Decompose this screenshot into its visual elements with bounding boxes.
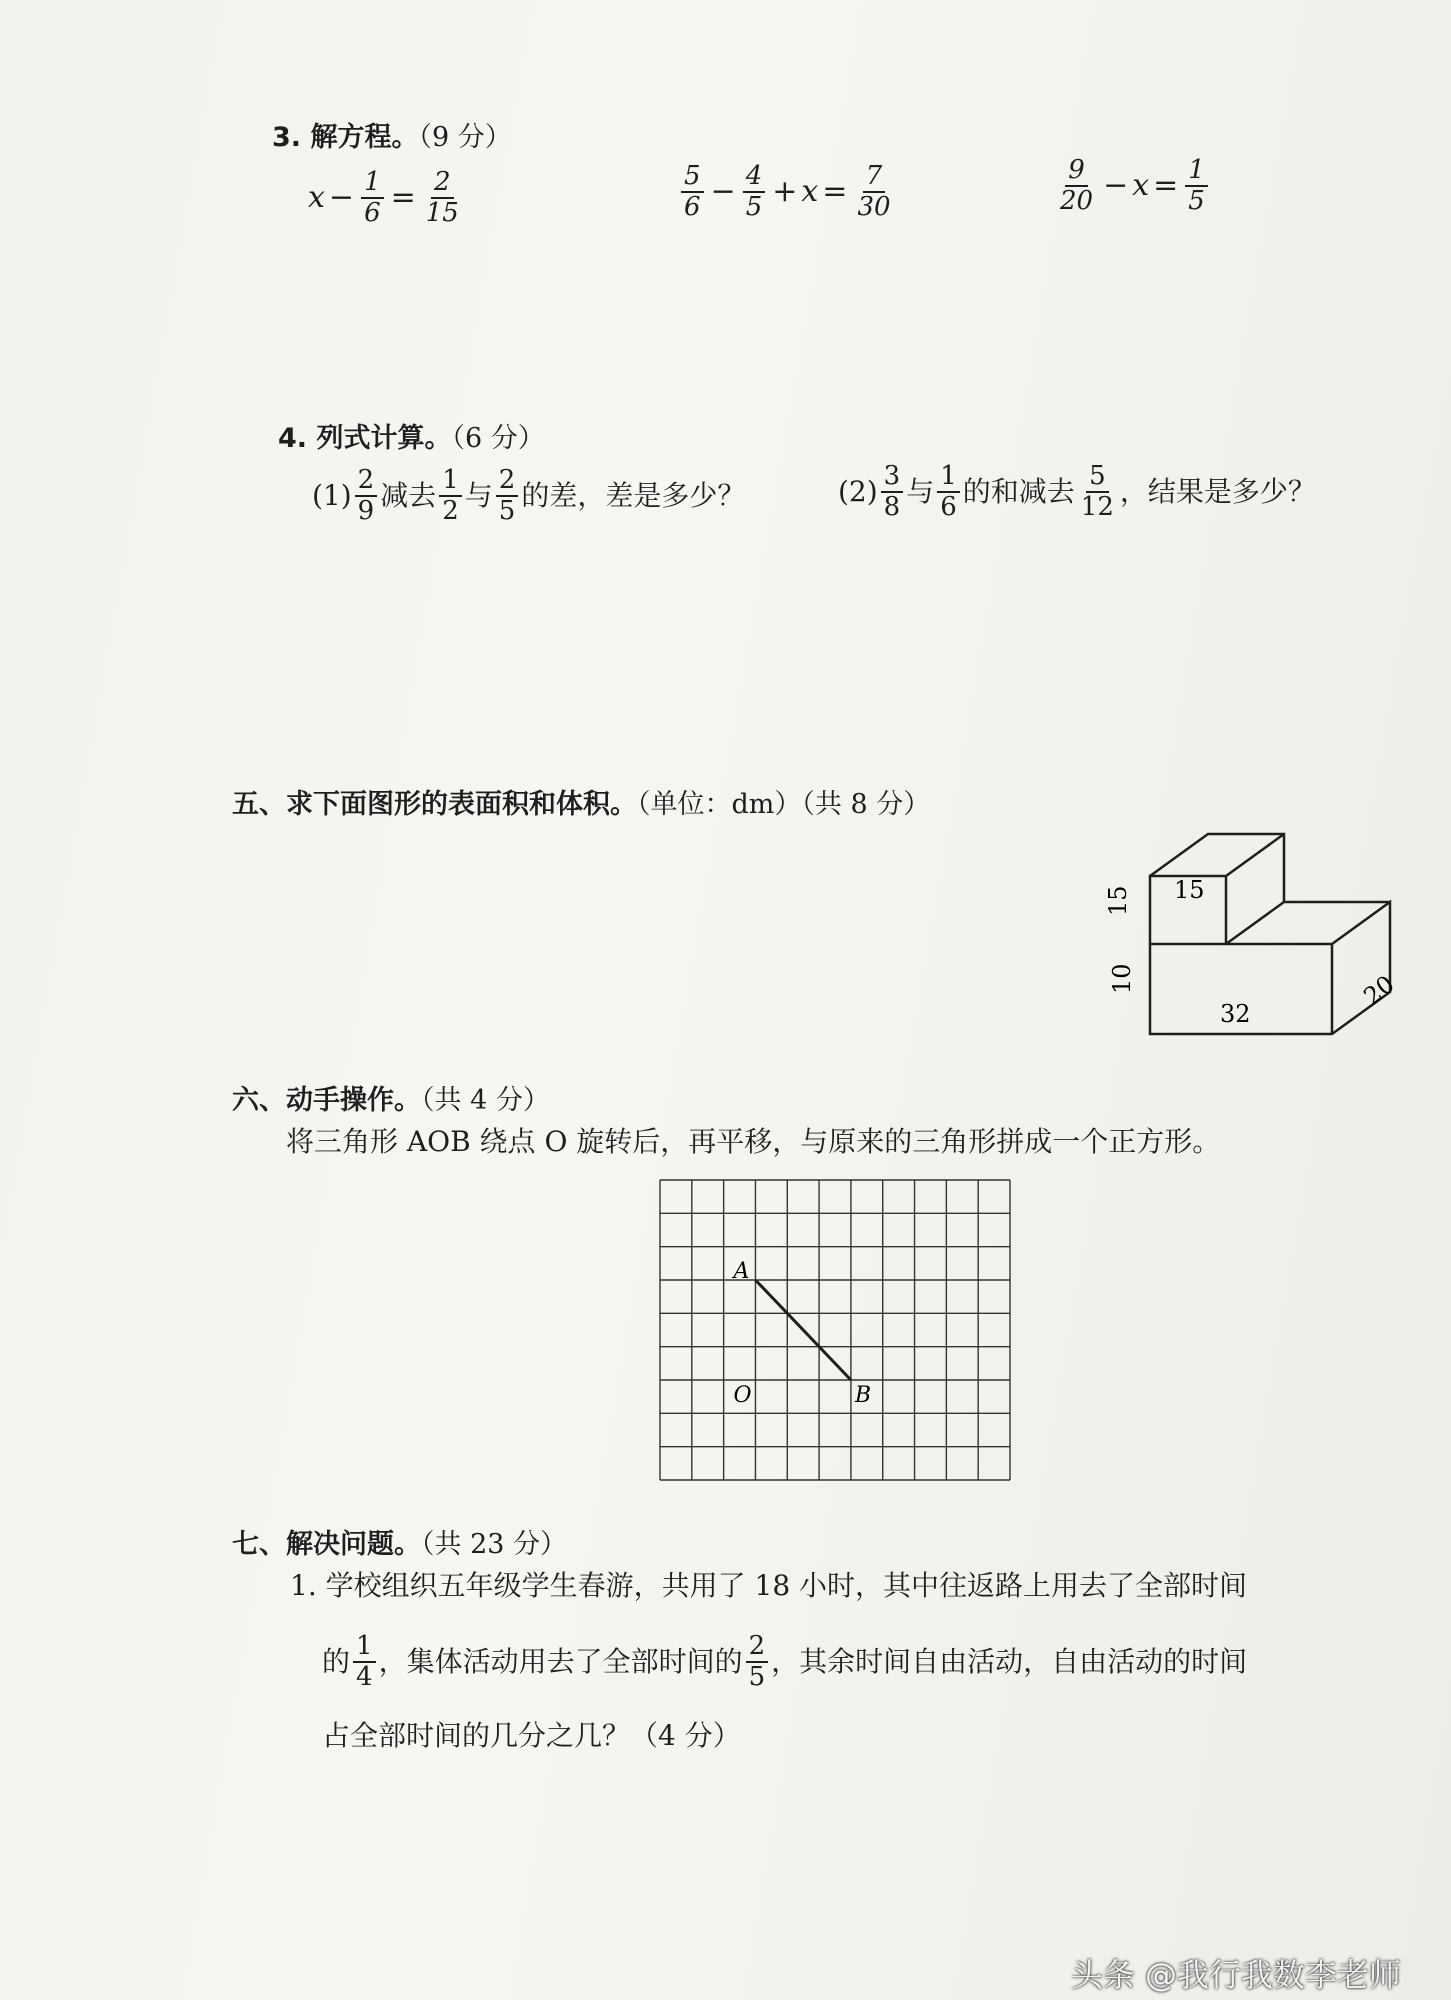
label-a: A: [733, 1259, 750, 1284]
segment-ab: [755, 1280, 850, 1380]
q3-heading: 3. 解方程。（9 分）: [272, 122, 512, 153]
label-o: O: [733, 1383, 752, 1408]
equation-2: $\frac{5}{6}$ − $\frac{4}{5}$ + x = $\frac{7}{30}$: [678, 162, 897, 221]
q4-part-1: (1) $\frac{2}{9}$ 减去 $\frac{1}{2}$ 与 $\frac{2}{5}$ 的差，差是多少？: [312, 465, 746, 526]
dim-depth: 20: [1358, 969, 1400, 1011]
label-b: B: [854, 1383, 872, 1408]
s7-q1-line2: 的 $\frac{1}{4}$ ，集体活动用去了全部时间的 $\frac{2}{5}$ ，其余时间自由活动，自由活动的时间: [322, 1631, 1248, 1692]
watermark: 头条 @我行我数李老师: [1070, 1956, 1401, 1994]
dim-top-width: 15: [1174, 876, 1205, 904]
stepped-solid-figure: [1100, 820, 1420, 1040]
s5-heading: 五、求下面图形的表面积和体积。（单位：dm）（共 8 分）: [232, 789, 931, 820]
grid-figure: [658, 1178, 1030, 1482]
s6-instruction: 将三角形 AOB 绕点 O 旋转后，再平移，与原来的三角形拼成一个正方形。: [286, 1125, 1221, 1158]
equation-1: x − $\frac{1}{6}$ = $\frac{2}{15}$: [308, 167, 459, 228]
dim-length: 32: [1220, 1000, 1251, 1028]
dim-bottom-height: 10: [1108, 963, 1136, 994]
s7-heading: 七、解决问题。（共 23 分）: [232, 1529, 568, 1560]
s7-q1-line3: 占全部时间的几分之几？（4 分）: [322, 1719, 741, 1752]
dim-top-height: 15: [1104, 885, 1132, 916]
s6-heading: 六、动手操作。（共 4 分）: [232, 1085, 550, 1116]
q4-heading: 4. 列式计算。（6 分）: [278, 423, 545, 454]
s7-q1-line1: 1. 学校组织五年级学生春游，共用了 18 小时，其中往返路上用去了全部时间: [290, 1569, 1248, 1602]
equation-3: $\frac{9}{20}$ − x = $\frac{1}{5}$: [1054, 156, 1211, 215]
q4-part-2: (2) $\frac{3}{8}$ 与 $\frac{1}{6}$ 的和减去 $\frac{5}{12}$ ，结果是多少？: [838, 461, 1316, 522]
